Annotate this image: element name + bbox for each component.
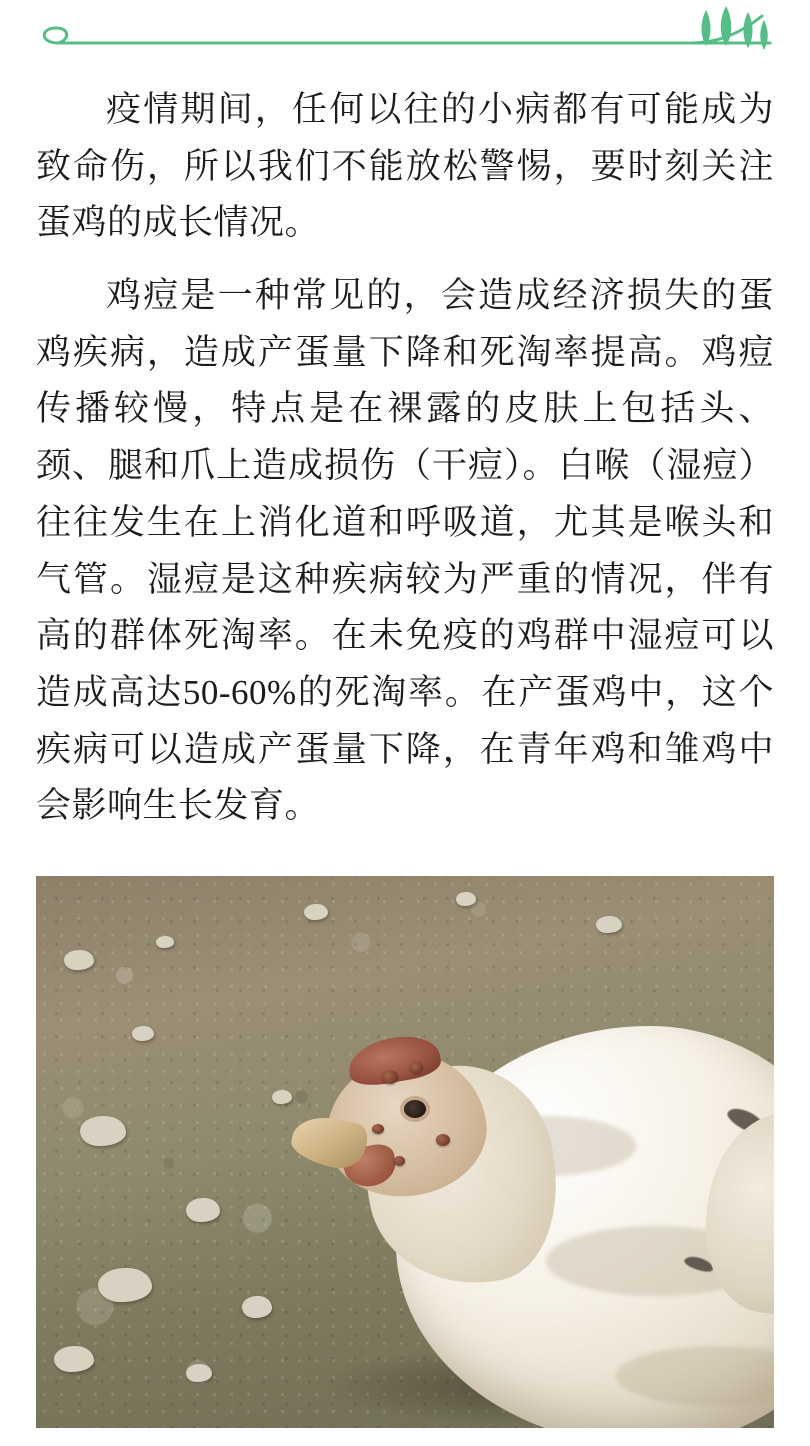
pebble [242, 1296, 272, 1318]
pebble [64, 950, 94, 970]
paragraph-1: 疫情期间，任何以往的小病都有可能成为致命伤，所以我们不能放松警惕，要时刻关注蛋鸡的成长情况。 [36, 90, 774, 243]
pox-lesion [410, 1062, 423, 1073]
pox-lesion [382, 1070, 398, 1084]
pox-lesion [436, 1134, 450, 1146]
pebble [80, 1116, 126, 1146]
pebble [186, 1364, 212, 1382]
article-photo [36, 876, 774, 1428]
pebble [304, 904, 328, 920]
pebble [98, 1268, 152, 1302]
feather-highlight [616, 1346, 774, 1406]
pebble [54, 1346, 94, 1372]
pox-lesion [394, 1156, 405, 1166]
chicken-photo [36, 876, 774, 1428]
article-body [36, 82, 774, 851]
leaf-branch-ornament [0, 0, 810, 78]
pox-lesion [372, 1124, 384, 1134]
chicken-eye [404, 1100, 426, 1118]
header-ornament [0, 0, 810, 78]
chicken-subject [286, 996, 774, 1428]
pebble [596, 916, 622, 933]
paragraph-2: 鸡痘是一种常见的，会造成经济损失的蛋鸡疾病，造成产蛋量下降和死淘率提高。鸡痘传播较慢，特点是在裸露的皮肤上包括头、颈、腿和爪上造成损伤（干痘）。白喉（湿痘）往往发生在上消化道和呼吸道，尤其是喉头和气管。湿痘是这种疾病较为严重的情况，伴有高的群体死淘率。在未免疫的鸡群中湿痘可以造成高达50-60%的死淘率。在产蛋鸡中，这个疾病可以造成产蛋量下降，在青年鸡和雏鸡中会影响生长发育。 [36, 276, 774, 826]
pebble [156, 936, 174, 948]
pebble [456, 892, 476, 906]
pebble [132, 1026, 154, 1041]
pebble [186, 1198, 220, 1222]
